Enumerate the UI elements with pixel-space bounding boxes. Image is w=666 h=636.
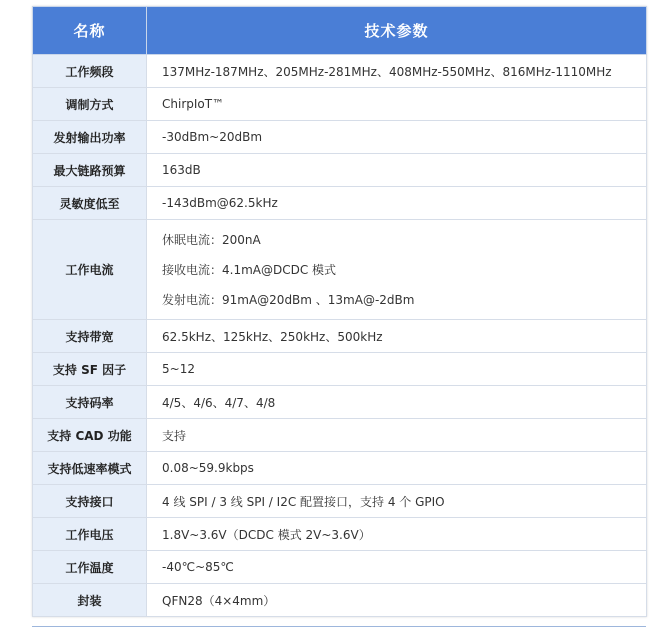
row-label: 工作频段	[33, 55, 147, 88]
header-row	[33, 7, 647, 55]
table-row	[33, 386, 647, 419]
table-row	[33, 88, 647, 121]
row-value: 支持	[147, 419, 647, 452]
table-row	[33, 584, 647, 617]
table-row	[33, 220, 647, 320]
table-row	[33, 485, 647, 518]
row-label: 最大链路预算	[33, 154, 147, 187]
table-row	[33, 419, 647, 452]
row-value: 137MHz-187MHz、205MHz-281MHz、408MHz-550MHz、816MHz-1110MHz	[147, 55, 647, 88]
table-row	[33, 154, 647, 187]
header-name: 名称	[33, 7, 147, 55]
row-value: 4 线 SPI / 3 线 SPI / I2C 配置接口，支持 4 个 GPIO	[147, 485, 647, 518]
row-label: 支持低速率模式	[33, 452, 147, 485]
row-label: 支持接口	[33, 485, 147, 518]
table-row	[33, 551, 647, 584]
row-label: 支持码率	[33, 386, 147, 419]
row-label: 灵敏度低至	[33, 187, 147, 220]
table-row	[33, 518, 647, 551]
row-value: 62.5kHz、125kHz、250kHz、500kHz	[147, 320, 647, 353]
table-row	[33, 320, 647, 353]
row-value: 4/5、4/6、4/7、4/8	[147, 386, 647, 419]
spec-table	[32, 6, 647, 617]
row-value	[147, 220, 647, 320]
header-params: 技术参数	[147, 7, 647, 55]
row-value: 1.8V~3.6V（DCDC 模式 2V~3.6V）	[147, 518, 647, 551]
row-label: 支持带宽	[33, 320, 147, 353]
table-row	[33, 353, 647, 386]
row-label: 支持 SF 因子	[33, 353, 147, 386]
row-value: -40℃~85℃	[147, 551, 647, 584]
row-value: QFN28（4×4mm）	[147, 584, 647, 617]
table-row	[33, 187, 647, 220]
table-bottom-rule	[32, 626, 646, 627]
table-row	[33, 121, 647, 154]
row-label: 支持 CAD 功能	[33, 419, 147, 452]
row-label: 封装	[33, 584, 147, 617]
row-value: -30dBm~20dBm	[147, 121, 647, 154]
row-value: 0.08~59.9kbps	[147, 452, 647, 485]
row-value: 5~12	[147, 353, 647, 386]
table-row	[33, 55, 647, 88]
row-value: 163dB	[147, 154, 647, 187]
row-label: 调制方式	[33, 88, 147, 121]
current-tx: 发射电流：91mA@20dBm 、13mA@-2dBm	[162, 292, 415, 307]
row-value: ChirpIoT™	[147, 88, 647, 121]
current-sleep: 休眠电流：200nA	[162, 232, 261, 247]
table-row	[33, 452, 647, 485]
row-label: 工作电压	[33, 518, 147, 551]
row-label: 工作温度	[33, 551, 147, 584]
current-rx: 接收电流：4.1mA@DCDC 模式	[162, 262, 337, 277]
row-label: 工作电流	[33, 220, 147, 320]
row-value: -143dBm@62.5kHz	[147, 187, 647, 220]
row-label: 发射输出功率	[33, 121, 147, 154]
